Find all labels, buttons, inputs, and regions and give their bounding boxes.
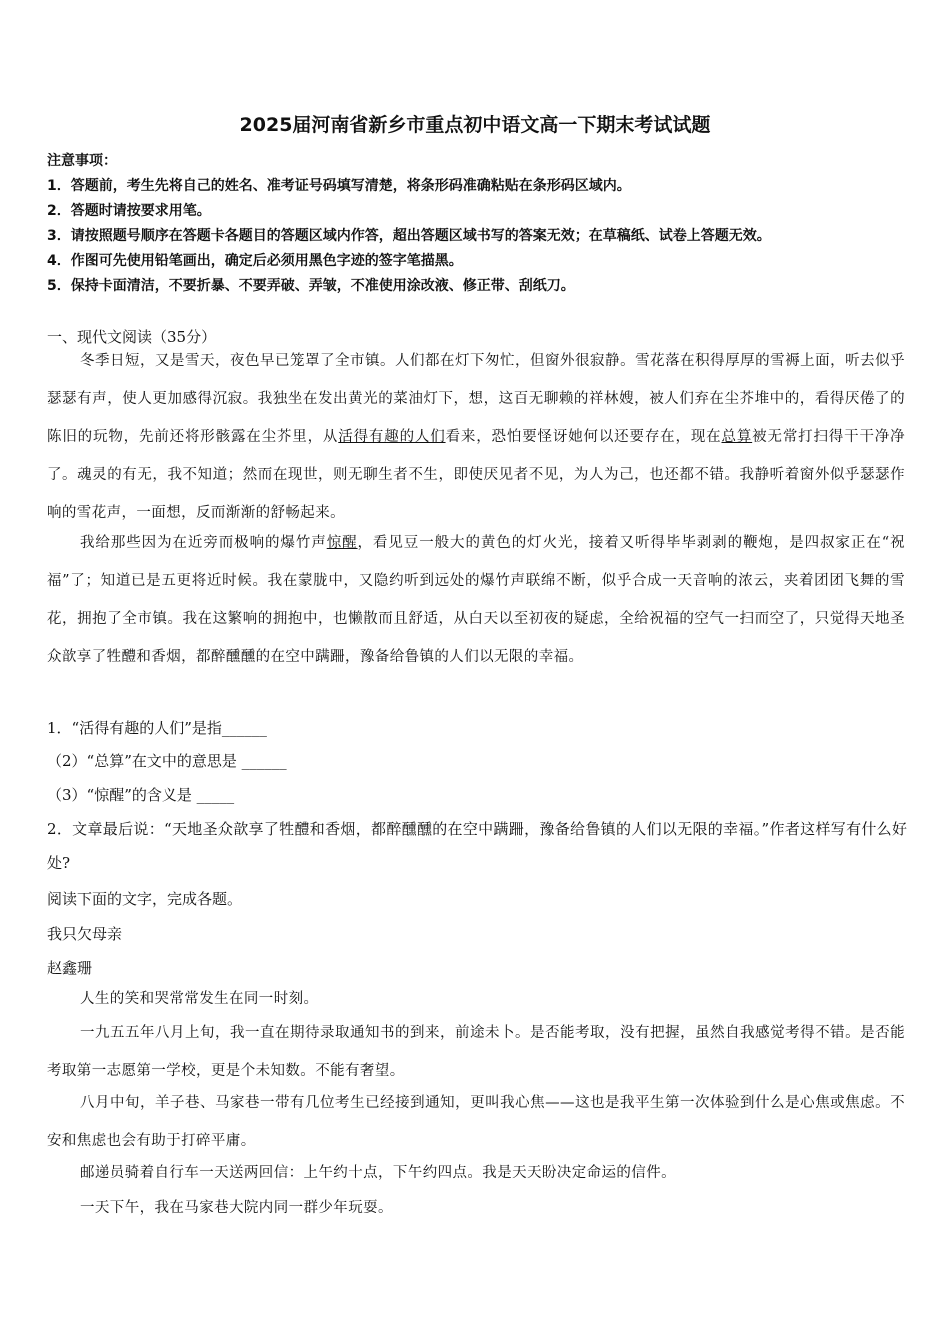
question-1-3: （3）“惊醒”的含义是 _____ [47,786,235,804]
article-paragraph-3: 八月中旬，羊子巷、马家巷一带有几位考生已经接到通知，更叫我心焦——这也是我平生第一次体验到什么是心焦或焦虑。不安和焦虑也会有助于打碎平庸。 [47,1095,905,1149]
notice-item-1: 1．答题前，考生先将自己的姓名、准考证号码填写清楚，将条形码准确粘贴在条形码区域内。 [47,178,631,194]
page-title: 2025届河南省新乡市重点初中语文高一下期末考试试题 [239,114,711,136]
notice-item-2: 2．答题时请按要求用笔。 [47,203,211,219]
p2-text-b: ，看见豆一般大的黄色的灯火光，接着又听得毕毕剥剥的鞭炮，是四叔家正在“祝福”了；知道已是五更将近时候。我在蒙胧中，又隐约听到远处的爆竹声联绵不断，似乎合成一天音响的浓云，夹着团团飞舞的雪花，拥抱了全市镇。我在这繁响的拥抱中，也懒散而且舒适，从白天以至初夜的疑虑，全给祝福的空气一扫而空了，只觉得天地圣众歆享了牲醴和香烟，都醉醺醺的在空中蹒跚，豫备给鲁镇的人们以无限的幸福。 [47,535,905,665]
passage-paragraph-1 [47,342,905,532]
underlined-phrase-1: 活得有趣的人们 [338,429,446,445]
notice-item-5: 5．保持卡面清洁，不要折暴、不要弄破、弄皱，不准使用涂改液、修正带、刮纸刀。 [47,278,575,294]
article-paragraph-2: 一九五五年八月上旬，我一直在期待录取通知书的到来，前途未卜。是否能考取，没有把握，虽然自我感觉考得不错。是否能考取第一志愿第一学校，更是个未知数。不能有奢望。 [47,1025,905,1079]
notice-heading: 注意事项： [47,153,117,169]
question-2: 2．文章最后说：“天地圣众歆享了牲醴和香烟，都醉醺醺的在空中蹒跚，豫备给鲁镇的人们以无限的幸福。”作者这样写有什么好处? [47,820,907,872]
p1-text-a: 冬季日短，又是雪天，夜色早已笼罩了全市镇。人们都在灯下匆忙，但窗外很寂静。雪花落在积得厚厚的雪褥上面，听去似乎瑟瑟有声，使人更加感得沉寂。我独坐在发出黄光的菜油灯下，想，这百无聊赖的祥林嫂，被人们弃在尘芥堆中的，看得厌倦了的陈旧的玩物，先前还将形骸露在尘芥里，从 [47,353,905,445]
article-paragraph-5: 一天下午，我在马家巷大院内同一群少年玩耍。 [80,1200,393,1216]
underlined-phrase-3: 惊醒 [326,535,358,551]
article-author: 赵鑫珊 [47,959,93,977]
section-heading: 一、现代文阅读（35分） [47,328,217,346]
p2-text-a: 我给那些因为在近旁而极响的爆竹声 [80,535,327,551]
question-1-2: （2）“总算”在文中的意思是 ______ [47,752,287,770]
question-1: 1．“活得有趣的人们”是指______ [47,719,267,737]
article-paragraph-1: 人生的笑和哭常常发生在同一时刻。 [80,991,319,1007]
passage-paragraph-2 [47,524,905,676]
article-paragraph-4: 邮递员骑着自行车一天送两回信：上午约十点，下午约四点。我是天天盼决定命运的信件。 [80,1165,676,1181]
notice-item-3: 3．请按照题号顺序在答题卡各题目的答题区域内作答，超出答题区域书写的答案无效；在草稿纸、试卷上答题无效。 [47,228,771,244]
article-title: 我只欠母亲 [47,925,123,943]
notice-item-4: 4．作图可先使用铅笔画出，确定后必须用黑色字迹的签字笔描黑。 [47,253,463,269]
reading-instruction: 阅读下面的文字，完成各题。 [47,890,243,908]
underlined-phrase-2: 总算 [721,429,753,445]
p1-text-b: 看来，恐怕要怪讶她何以还要存在，现在 [445,429,722,445]
p1-text-c: 被无常打扫得干干净净了。魂灵的有无，我不知道；然而在现世，则无聊生者不生，即使厌见者不见，为人为己，也还都不错。我静听着窗外似乎瑟瑟作响的雪花声，一面想，反而渐渐的舒畅起来。 [47,429,906,521]
